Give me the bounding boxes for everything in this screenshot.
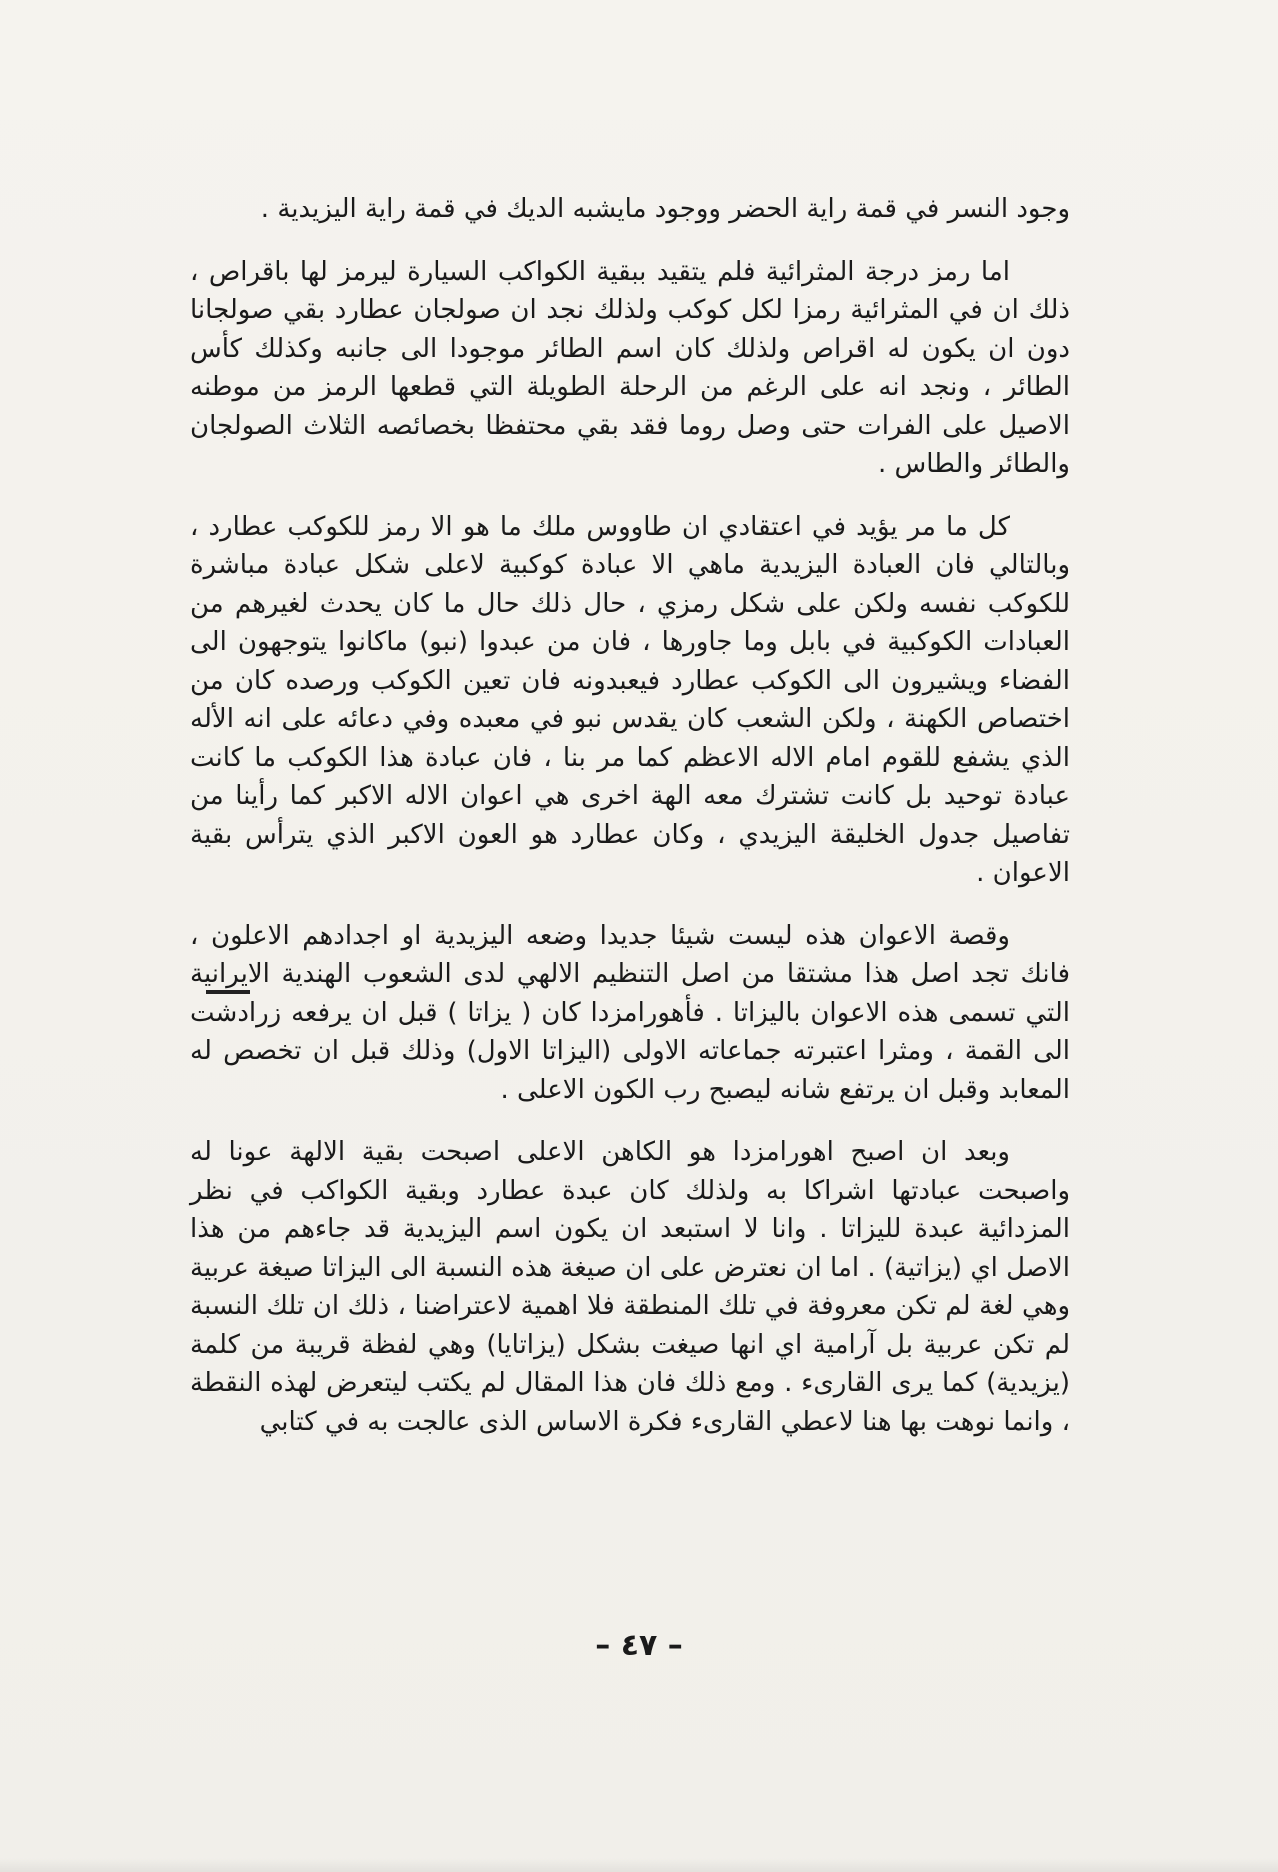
body-text bbox=[190, 190, 1070, 1441]
paragraph-5: وبعد ان اصبح اهورامزدا هو الكاهن الاعلى اصبحت بقية الالهة عونا له واصبحت عبادتها اشراكا به ولذلك كان عبدة عطارد وبقية الكواكب في نظر المزدائية عبدة لليزاتا . وانا لا استبعد ان يكون اسم اليزيدية قد جاءهم من هذا الاصل اي (يزاتية) . اما ان نعترض على ان صيغة هذه النسبة الى اليزاتا صيغة عربية وهي لغة لم تكن معروفة في تلك المنطقة فلا اهمية لاعتراضنا ، ذلك ان تلك النسبة لم تكن عربية بل آرامية اي انها صيغت بشكل (يزاتايا) وهي لفظة قريبة من كلمة (يزيدية) كما يرى القارىء . ومع ذلك فان هذا المقال لم يكتب ليتعرض لهذه النقطة ، وانما نوهت بها هنا لاعطي القارىء فكرة الاساس الذى عالجت به في كتابي bbox=[190, 1137, 1070, 1437]
paragraph-4: وقصة الاعوان هذه ليست شيئا جديدا وضعه اليزيدية او اجدادهم الاعلون ، فانك تجد اصل هذا مشتقا من اصل التنظيم الالهي لدى الشعوب الهندية الايرانية التي تسمى هذه الاعوان باليزاتا . فأهورامزدا كان ( يزاتا ) قبل ان يرفعه زرادشت الى القمة ، ومثرا اعتبرته جماعاته الاولى (اليزاتا الاول) وذلك قبل ان تخصص له المعابد وقبل ان يرتفع شانه ليصبح رب الكون الاعلى . bbox=[190, 920, 1070, 1105]
margin-dash-mark bbox=[206, 990, 250, 994]
paragraph-2: اما رمز درجة المثرائية فلم يتقيد ببقية الكواكب السيارة ليرمز لها باقراص ، ذلك ان في المثرائية رمزا لكل كوكب ولذلك نجد ان صولجان عطارد بقي صولجانا دون ان يكون له اقراص ولذلك كان اسم الطائر موجودا الى جانبه وكذلك كأس الطائر ، ونجد انه على الرغم من الرحلة الطويلة التي قطعها الرمز من موطنه الاصيل على الفرات حتى وصل روما فقد بقي محتفظا بخصائصه الثلاث الصولجان والطائر والطاس . bbox=[190, 256, 1070, 479]
paragraph-3: كل ما مر يؤيد في اعتقادي ان طاووس ملك ما هو الا رمز للكوكب عطارد ، وبالتالي فان العبادة اليزيدية ماهي الا عبادة كوكبية لاعلى شكل عبادة مباشرة للكوكب نفسه ولكن على شكل رمزي ، حال ذلك حال ما كان يحدث لغيرهم من العبادات الكوكبية في بابل وما جاورها ، فان من عبدوا (نبو) ماكانوا يتوجهون الى الفضاء ويشيرون الى الكوكب عطارد فيعبدونه فان تعين الكوكب ورصده كان من اختصاص الكهنة ، ولكن الشعب كان يقدس نبو في معبده وفي دعائه على انه الأله الذي يشفع للقوم امام الاله الاعظم كما مر بنا ، فان عبادة هذا الكوكب ما كانت عبادة توحيد بل كانت تشترك معه الهة اخرى هي اعوان الاله الاكبر كما رأينا من تفاصيل جدول الخليقة اليزيدي ، وكان عطارد هو العون الاكبر الذي يترأس بقية الاعوان . bbox=[190, 511, 1070, 888]
paragraph-1: وجود النسر في قمة راية الحضر ووجود مايشبه الديك في قمة راية اليزيدية . bbox=[260, 194, 1070, 224]
page-number: – ٤٧ – bbox=[595, 1628, 683, 1663]
scan-edge-shadow bbox=[0, 1858, 1278, 1872]
